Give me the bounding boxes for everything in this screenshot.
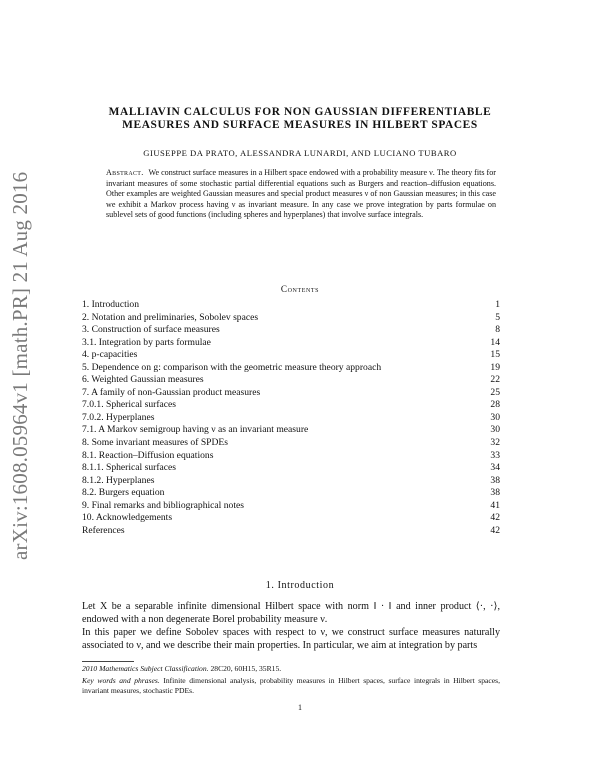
abstract-text: We construct surface measures in a Hilbert space endowed with a probability measure ν. The theory fits for invariant measures of some stochastic partial differential equations such as Burgers and reaction–diffusion equations. Other examples are weighted Gaussian measures and special product measures ν of non Gaussian measures; in this case we exhibit a Markov process having ν as invariant measure. In any case we prove integration by parts formulae on sublevel sets of good functions (including spheres and hyperplanes) that involve surface integrals. <box>106 168 496 220</box>
toc-entry[interactable] <box>82 299 500 312</box>
toc-entry-label: 8.1. Reaction–Diffusion equations <box>82 449 214 461</box>
toc-entry-label: 3. Construction of surface measures <box>82 324 220 336</box>
abstract <box>106 168 496 221</box>
toc-entry[interactable] <box>82 324 500 337</box>
toc-entry-page: 14 <box>490 336 500 348</box>
toc-entry[interactable] <box>82 525 500 538</box>
toc-entry-label: 7.1. A Markov semigroup having ν as an invariant measure <box>82 424 309 436</box>
toc-entry-label: 9. Final remarks and bibliographical notes <box>82 499 244 511</box>
footnote-keywords-text: Infinite dimensional analysis, probability measures in Hilbert spaces, surface integrals in Hilbert spaces, invariant measures, stochastic PDEs. <box>82 676 500 695</box>
toc-entry-page: 42 <box>490 524 500 536</box>
toc-entry-label: 2. Notation and preliminaries, Sobolev spaces <box>82 311 259 323</box>
toc-entry-page: 25 <box>490 386 500 398</box>
toc-entry[interactable] <box>82 475 500 488</box>
toc-entry-page: 38 <box>490 474 500 486</box>
toc-entry-label: 8.1.1. Spherical surfaces <box>82 462 177 474</box>
abstract-label: Abstract. <box>106 168 144 177</box>
footnote-keywords-label: Key words and phrases. <box>82 676 160 685</box>
section-heading: 1. Introduction <box>265 580 335 591</box>
footnote-rule <box>82 661 134 662</box>
toc-entry[interactable] <box>82 437 500 450</box>
toc-entry[interactable] <box>82 462 500 475</box>
toc-entry-label: 8.1.2. Hyperplanes <box>82 474 155 486</box>
authors: GIUSEPPE DA PRATO, ALESSANDRA LUNARDI, AND LUCIANO TUBARO <box>143 148 457 158</box>
table-of-contents <box>82 299 500 537</box>
toc-entry-label: 7. A family of non-Gaussian product measures <box>82 386 261 398</box>
toc-entry[interactable] <box>82 362 500 375</box>
toc-entry[interactable] <box>82 387 500 400</box>
toc-entry-page: 8 <box>495 324 500 336</box>
toc-entry-label: 7.0.1. Spherical surfaces <box>82 399 177 411</box>
toc-entry-label: 8. Some invariant measures of SPDEs <box>82 437 229 449</box>
footnote-msc <box>82 664 500 674</box>
toc-entry-label: 6. Weighted Gaussian measures <box>82 374 204 386</box>
paragraph-2: In this paper we define Sobolev spaces with respect to ν, we construct surface measures naturally associated to ν, and we describe their main properties. In particular, we aim at integration by parts <box>82 627 500 651</box>
toc-entry-page: 22 <box>490 374 500 386</box>
toc-entry[interactable] <box>82 374 500 387</box>
toc-entry[interactable] <box>82 349 500 362</box>
toc-entry-page: 28 <box>490 399 500 411</box>
toc-entry-label: 8.2. Burgers equation <box>82 487 165 499</box>
page-number: 1 <box>298 703 302 712</box>
toc-entry-page: 1 <box>495 299 500 310</box>
toc-entry[interactable] <box>82 512 500 525</box>
toc-entry-label: 10. Acknowledgements <box>82 512 173 524</box>
contents-heading: Contents <box>280 284 320 294</box>
toc-entry[interactable] <box>82 412 500 425</box>
toc-entry-label: 7.0.2. Hyperplanes <box>82 411 155 423</box>
footnote-msc-text: 28C20, 60H15, 35R15. <box>210 664 282 673</box>
toc-entry-label: 3.1. Integration by parts formulae <box>82 336 211 348</box>
toc-entry[interactable] <box>82 337 500 350</box>
toc-entry-page: 32 <box>490 437 500 449</box>
toc-entry-page: 5 <box>495 311 500 323</box>
toc-entry[interactable] <box>82 399 500 412</box>
toc-entry-page: 33 <box>490 449 500 461</box>
toc-entry-label: References <box>82 524 125 536</box>
toc-entry[interactable] <box>82 487 500 500</box>
toc-entry[interactable] <box>82 450 500 463</box>
toc-entry-page: 30 <box>490 424 500 436</box>
toc-entry-page: 42 <box>490 512 500 524</box>
toc-entry-label: 4. p-capacities <box>82 349 138 361</box>
toc-entry-page: 41 <box>490 499 500 511</box>
toc-entry[interactable] <box>82 312 500 325</box>
toc-entry-page: 19 <box>490 361 500 373</box>
toc-entry[interactable] <box>82 424 500 437</box>
footnote-msc-label: 2010 Mathematics Subject Classification. <box>82 664 209 673</box>
toc-entry-label: 5. Dependence on g: comparison with the geometric measure theory approach <box>82 361 382 373</box>
toc-entry-page: 30 <box>490 411 500 423</box>
toc-entry-label: 1. Introduction <box>82 299 140 310</box>
title-line-1: MALLIAVIN CALCULUS FOR NON GAUSSIAN DIFFERENTIABLE <box>108 106 492 118</box>
arxiv-stamp: arXiv:1608.05964v1 [math.PR] 21 Aug 2016 <box>8 171 32 560</box>
paragraph-1: Let X be a separable infinite dimensional Hilbert space with norm ‖ · ‖ and inner product ⟨·, ·⟩, endowed with a non degenerate Borel probability measure ν. <box>82 601 500 625</box>
toc-entry-page: 38 <box>490 487 500 499</box>
toc-entry-page: 15 <box>490 349 500 361</box>
title-line-2: MEASURES AND SURFACE MEASURES IN HILBERT SPACES <box>122 119 478 131</box>
toc-entry[interactable] <box>82 500 500 513</box>
toc-entry-page: 34 <box>490 462 500 474</box>
footnote-keywords <box>82 676 500 696</box>
